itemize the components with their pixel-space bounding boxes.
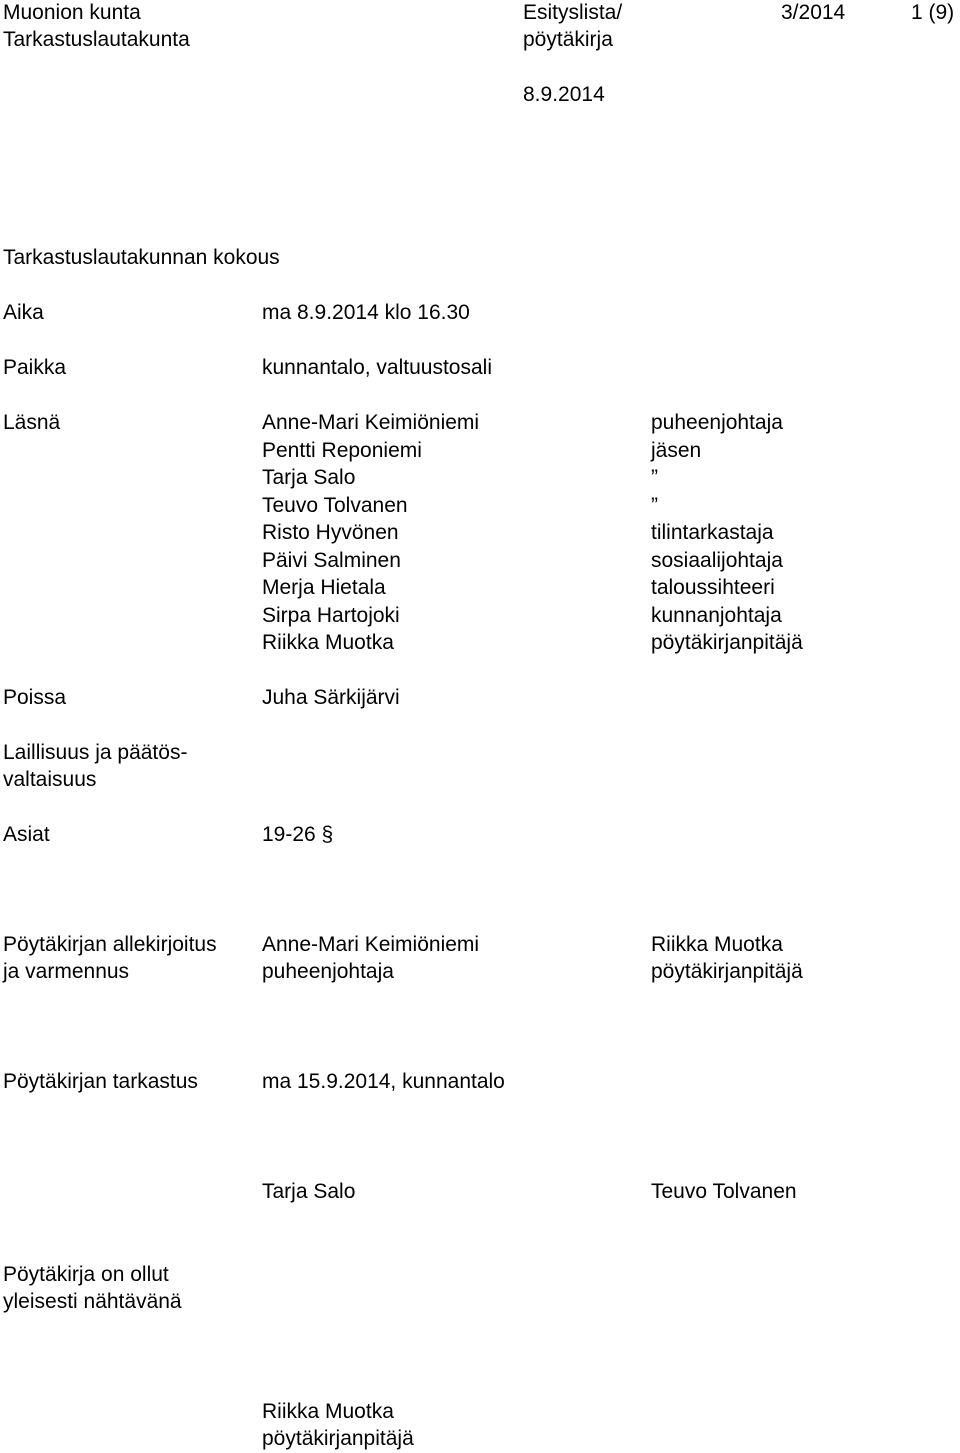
time-label: Aika	[3, 301, 44, 324]
public-display-signer-name: Riikka Muotka	[262, 1400, 394, 1423]
member-role: puheenjohtaja	[651, 411, 783, 434]
reviewer-2: Teuvo Tolvanen	[651, 1180, 797, 1203]
items-value: 19-26 §	[262, 823, 334, 846]
member-name: Anne-Mari Keimiöniemi	[262, 411, 480, 434]
chair-role: puheenjohtaja	[262, 960, 394, 983]
member-name: Riikka Muotka	[262, 631, 394, 654]
member-role: ”	[651, 493, 658, 517]
member-name: Teuvo Tolvanen	[262, 493, 408, 517]
signature-label-line1: Pöytäkirjan allekirjoitus	[3, 933, 217, 956]
place-value: kunnantalo, valtuustosali	[262, 356, 492, 379]
header-date: 8.9.2014	[523, 83, 605, 106]
time-value: ma 8.9.2014 klo 16.30	[262, 301, 470, 324]
member-role: tilintarkastaja	[651, 521, 774, 544]
public-display-label-line1: Pöytäkirja on ollut	[3, 1263, 169, 1286]
present-roles	[651, 409, 803, 657]
public-display-label-line2: yleisesti nähtävänä	[3, 1290, 182, 1313]
member-role: sosiaalijohtaja	[651, 548, 783, 572]
member-role: taloussihteeri	[651, 576, 775, 599]
items-label: Asiat	[3, 823, 50, 846]
signature-label-line2: ja varmennus	[3, 960, 130, 983]
absent-value: Juha Särkijärvi	[262, 686, 400, 709]
member-role: pöytäkirjanpitäjä	[651, 631, 803, 654]
reviewer-1: Tarja Salo	[262, 1180, 356, 1203]
present-label: Läsnä	[3, 411, 61, 434]
doc-type-line2: pöytäkirja	[523, 28, 613, 51]
review-label: Pöytäkirjan tarkastus	[3, 1070, 198, 1093]
chair-name: Anne-Mari Keimiöniemi	[262, 933, 480, 956]
doc-type-line1: Esityslista/	[523, 1, 623, 24]
meeting-number: 3/2014	[781, 1, 846, 24]
absent-label: Poissa	[3, 686, 67, 709]
member-name: Risto Hyvönen	[262, 521, 399, 544]
committee-name: Tarkastuslautakunta	[3, 28, 190, 51]
public-display-signer-role: pöytäkirjanpitäjä	[262, 1427, 414, 1450]
place-label: Paikka	[3, 356, 67, 379]
member-name: Sirpa Hartojoki	[262, 603, 400, 627]
secretary-role: pöytäkirjanpitäjä	[651, 960, 803, 983]
review-value: ma 15.9.2014, kunnantalo	[262, 1070, 505, 1093]
present-names	[262, 409, 479, 657]
member-role: jäsen	[651, 438, 702, 462]
legality-label-line1: Laillisuus ja päätös-	[3, 741, 188, 764]
legality-label-line2: valtaisuus	[3, 768, 97, 791]
member-name: Merja Hietala	[262, 576, 386, 599]
organization-name: Muonion kunta	[3, 1, 141, 24]
member-role: kunnanjohtaja	[651, 603, 782, 627]
member-name: Tarja Salo	[262, 466, 356, 489]
page-number: 1 (9)	[911, 1, 955, 24]
member-name: Pentti Reponiemi	[262, 438, 422, 462]
member-role: ”	[651, 466, 658, 489]
member-name: Päivi Salminen	[262, 548, 401, 572]
secretary-name: Riikka Muotka	[651, 933, 783, 956]
meeting-title: Tarkastuslautakunnan kokous	[3, 246, 280, 269]
